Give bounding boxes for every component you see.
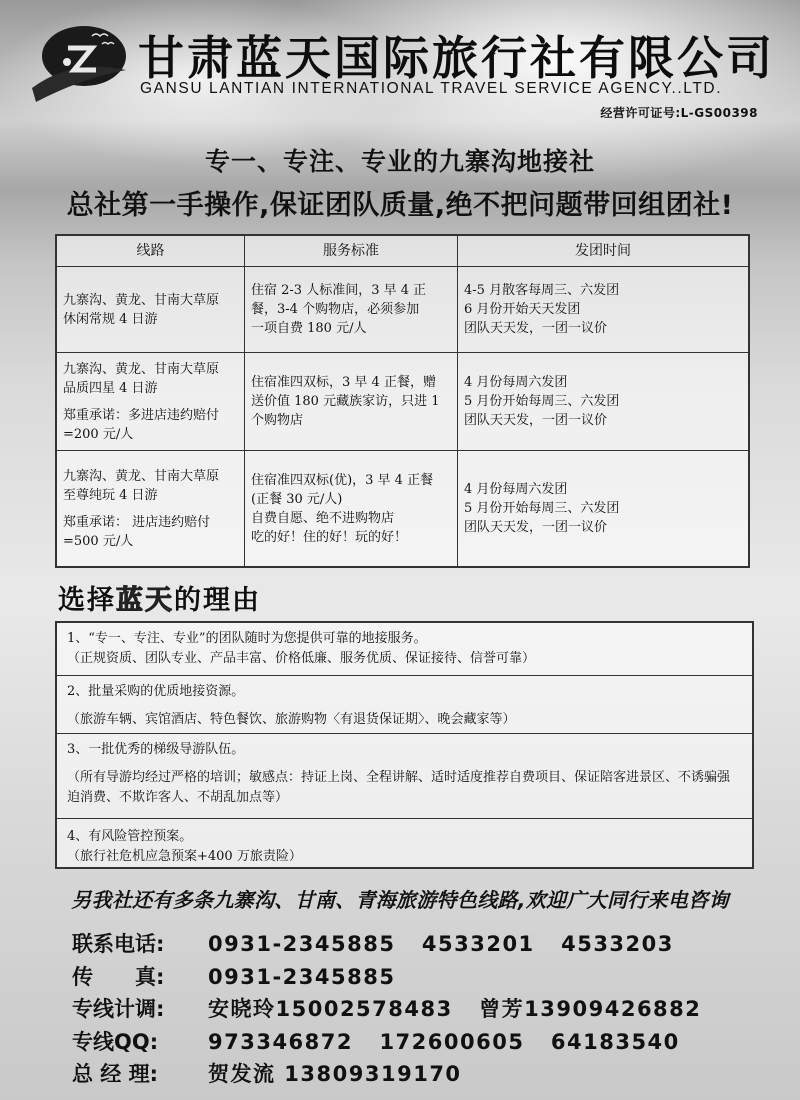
column-header-route: 线路 [56, 235, 245, 267]
service-line: 住宿 2-3 人标准间，3 早 4 正 [251, 283, 427, 299]
service-line: 住宿准四双标，3 早 4 正餐，赠 [251, 375, 436, 391]
contact-fax-row [72, 961, 701, 994]
slogan-line-2: 总社第一手操作,保证团队质量,绝不把问题带回组团社! [66, 190, 734, 221]
promise-line: 郑重承诺： 进店违约赔付 [63, 514, 211, 530]
table-row [56, 267, 749, 353]
reasons-list [55, 621, 754, 869]
service-line: 一项自费 180 元/人 [251, 321, 367, 337]
departure-cell [458, 267, 750, 353]
reason-detail: （旅游车辆、宾馆酒店、特色餐饮、旅游购物〈有退货保证期〉、晚会藏家等） [67, 712, 516, 727]
contact-label: 联系电话: [72, 932, 165, 956]
contact-label: 传 真: [72, 964, 165, 989]
reasons-heading [58, 578, 261, 617]
list-item [57, 676, 752, 734]
service-cell [245, 267, 458, 353]
contact-label: 专线计调: [72, 997, 165, 1021]
company-name-cn: 甘肃蓝天国际旅行社有限公司 [138, 31, 775, 85]
contact-phone-row [72, 928, 701, 961]
departure-line: 4-5 月散客每周三、六发团 [464, 283, 620, 299]
reasons-heading-part1: 选择 [58, 585, 116, 616]
promise-line: 郑重承诺：多进店违约赔付 [63, 407, 220, 423]
route-cell [56, 451, 245, 567]
service-cell [245, 353, 458, 451]
reasons-heading-part2: 的理由 [174, 585, 261, 616]
contact-dispatcher-row [72, 993, 701, 1026]
route-name: 九寨沟、黄龙、甘南大草原 [63, 292, 220, 308]
contact-manager-row [72, 1058, 701, 1091]
contact-value: 973346872 172600605 64183540 [208, 1029, 680, 1054]
contact-qq-row [72, 1026, 701, 1059]
reasons-heading-highlight: 蓝天 [116, 585, 174, 616]
table-row [56, 451, 749, 567]
departure-line: 团队天天发，一团一议价 [464, 321, 608, 337]
promise-line: =500 元/人 [63, 533, 134, 549]
route-type: 至尊纯玩 4 日游 [63, 487, 158, 503]
reason-title: 4、有风险管控预案。 [67, 829, 193, 844]
table-header-row [56, 235, 749, 267]
service-line: 个购物店 [251, 413, 304, 429]
route-type: 休闲常规 4 日游 [63, 311, 158, 327]
company-name-en: GANSU LANTIAN INTERNATIONAL TRAVEL SERVICE AGENCY..LTD. [140, 80, 723, 97]
service-line: (正餐 30 元/人) [251, 491, 343, 507]
route-type: 品质四星 4 日游 [63, 380, 158, 396]
reason-detail: （所有导游均经过严格的培训；敏感点：持证上岗、全程讲解、适时适度推荐自费项目、保证陪客进景区、不诱骗强迫消费、不欺诈客人、不胡乱加点等） [67, 770, 731, 805]
contact-value: 贺发流 13809319170 [208, 1062, 462, 1086]
contact-value: 0931-2345885 4533201 4533203 [208, 932, 674, 956]
departure-line: 团队天天发，一团一议价 [464, 413, 608, 429]
table-row [56, 353, 749, 451]
column-header-departure: 发团时间 [458, 235, 750, 267]
reason-title: 3、一批优秀的梯级导游队伍。 [67, 742, 245, 757]
reason-detail: （旅行社危机应急预案+400 万旅责险） [67, 849, 302, 864]
company-logo [22, 18, 130, 110]
route-name: 九寨沟、黄龙、甘南大草原 [63, 361, 220, 377]
route-cell [56, 267, 245, 353]
route-name: 九寨沟、黄龙、甘南大草原 [63, 468, 220, 484]
list-item [57, 623, 752, 676]
slogan-line-1: 专一、专注、专业的九寨沟地接社 [204, 147, 595, 176]
route-cell [56, 353, 245, 451]
reason-detail: （正规资质、团队专业、产品丰富、价格低廉、服务优质、保证接待、信誉可靠） [67, 651, 536, 666]
promise-line: =200 元/人 [63, 426, 134, 442]
service-line: 送价值 180 元藏族家访，只进 1 [251, 394, 440, 410]
service-line: 餐，3-4 个购物店，必须参加 [251, 302, 420, 318]
consult-banner: 另我社还有多条九寨沟、甘南、青海旅游特色线路,欢迎广大同行来电咨询 [71, 888, 729, 912]
license-number: 经营许可证号:L-GS00398 [600, 106, 758, 120]
service-cell [245, 451, 458, 567]
column-header-service: 服务标准 [245, 235, 458, 267]
service-line: 住宿准四双标(优)，3 早 4 正餐 [251, 472, 434, 488]
departure-cell [458, 451, 750, 567]
departure-line: 4 月份每周六发团 [464, 482, 568, 498]
list-item [57, 819, 752, 867]
departure-line: 5 月份开始每周三、六发团 [464, 501, 620, 517]
departure-line: 4 月份每周六发团 [464, 375, 568, 391]
departure-line: 5 月份开始每周三、六发团 [464, 394, 620, 410]
reason-title: 2、批量采购的优质地接资源。 [67, 684, 245, 699]
service-line: 自费自愿、绝不进购物店 [251, 510, 395, 526]
contact-value: 0931-2345885 [208, 964, 396, 989]
service-line: 吃的好！住的好！玩的好！ [251, 529, 408, 545]
contact-label: 总 经 理: [72, 1062, 159, 1086]
routes-table [55, 234, 750, 568]
contact-info [72, 928, 701, 1091]
reason-title: 1、“专一、专注、专业”的团队随时为您提供可靠的地接服务。 [67, 631, 427, 646]
contact-label: 专线QQ: [72, 1029, 159, 1054]
contact-value: 安晓玲15002578483 曾芳13909426882 [208, 997, 702, 1021]
departure-line: 团队天天发，一团一议价 [464, 520, 608, 536]
list-item [57, 734, 752, 819]
departure-cell [458, 353, 750, 451]
departure-line: 6 月份开始天天发团 [464, 302, 581, 318]
